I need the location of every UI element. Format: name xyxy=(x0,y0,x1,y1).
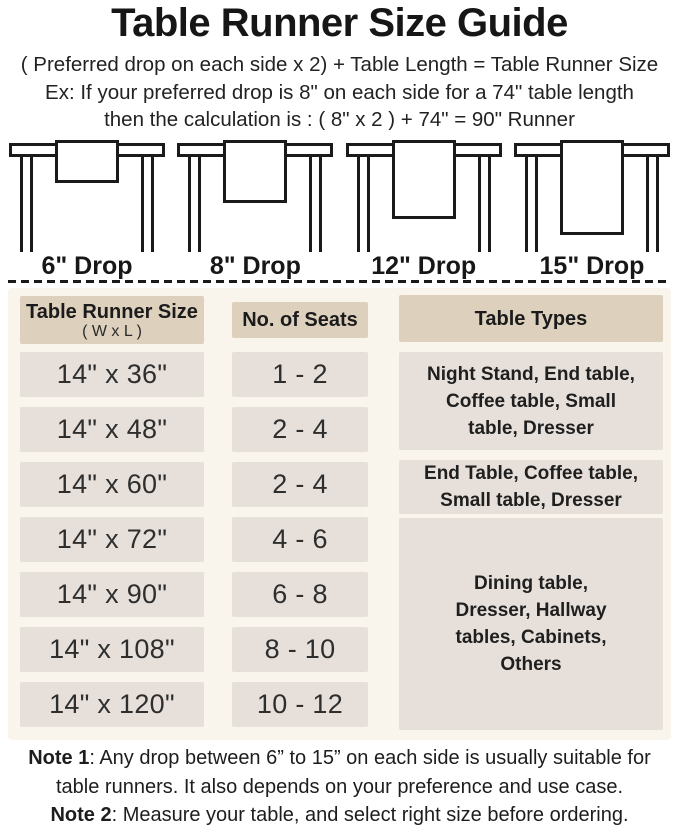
column-header-size-sub: ( W x L ) xyxy=(82,322,142,340)
page-title: Table Runner Size Guide xyxy=(111,1,568,45)
note-2-text: : Measure your table, and select right size before ordering. xyxy=(111,804,629,826)
column-header-size-title: Table Runner Size xyxy=(26,300,198,323)
table-diagram-8in xyxy=(173,140,337,279)
seats-cell: 2 - 4 xyxy=(232,407,368,452)
seats-cell: 10 - 12 xyxy=(232,682,368,727)
formula-line: ( Preferred drop on each side x 2) + Table Length = Table Runner Size xyxy=(20,53,659,76)
note-1 xyxy=(14,744,666,801)
drop-diagrams-row xyxy=(0,140,679,279)
drop-label: 6" Drop xyxy=(41,252,133,280)
size-cell: 14" x 120" xyxy=(20,682,204,727)
size-cell: 14" x 72" xyxy=(20,517,204,562)
column-header-seats: No. of Seats xyxy=(232,302,368,338)
size-cell: 14" x 36" xyxy=(20,352,204,397)
table-diagram-12in xyxy=(342,140,506,279)
table-runner-drawing-icon xyxy=(342,140,506,252)
table-diagram-6in xyxy=(5,140,169,279)
size-cell: 14" x 60" xyxy=(20,462,204,507)
size-cell: 14" x 108" xyxy=(20,627,204,672)
table-runner-drawing-icon xyxy=(173,140,337,252)
table-diagram-15in xyxy=(510,140,674,279)
note-2-label: Note 2 xyxy=(50,804,112,826)
formula-block xyxy=(0,51,679,134)
note-2 xyxy=(14,801,666,826)
drop-label: 15" Drop xyxy=(539,252,645,280)
drop-label: 8" Drop xyxy=(209,252,301,280)
note-1-text: : Any drop between 6” to 15” on each side is usually suitable for table runners. It also depends on your preference and use case. xyxy=(55,747,651,798)
table-types-cell: End Table, Coffee table, Small table, Dresser xyxy=(399,460,663,514)
formula-example-line: Ex: If your preferred drop is 8" on each side for a 74" table length xyxy=(45,80,634,104)
seats-cell: 4 - 6 xyxy=(232,517,368,562)
table-runner-drawing-icon xyxy=(5,140,169,252)
column-header-types: Table Types xyxy=(399,295,663,342)
seats-cell: 8 - 10 xyxy=(232,627,368,672)
seats-cell: 1 - 2 xyxy=(232,352,368,397)
table-types-cell: Night Stand, End table, Coffee table, Small table, Dresser xyxy=(399,352,663,450)
size-table-panel xyxy=(8,288,671,740)
footnotes xyxy=(0,744,679,826)
seats-cell: 2 - 4 xyxy=(232,462,368,507)
column-header-size xyxy=(20,296,204,344)
formula-calculation-line: then the calculation is : ( 8" x 2 ) + 74" = 90" Runner xyxy=(104,108,575,131)
dashed-divider xyxy=(8,280,671,283)
size-cell: 14" x 90" xyxy=(20,572,204,617)
note-1-label: Note 1 xyxy=(28,747,90,769)
drop-label: 12" Drop xyxy=(371,252,477,280)
table-runner-drawing-icon xyxy=(510,140,674,252)
size-cell: 14" x 48" xyxy=(20,407,204,452)
table-types-cell: Dining table, Dresser, Hallway tables, Cabinets, Others xyxy=(399,518,663,730)
seats-cell: 6 - 8 xyxy=(232,572,368,617)
